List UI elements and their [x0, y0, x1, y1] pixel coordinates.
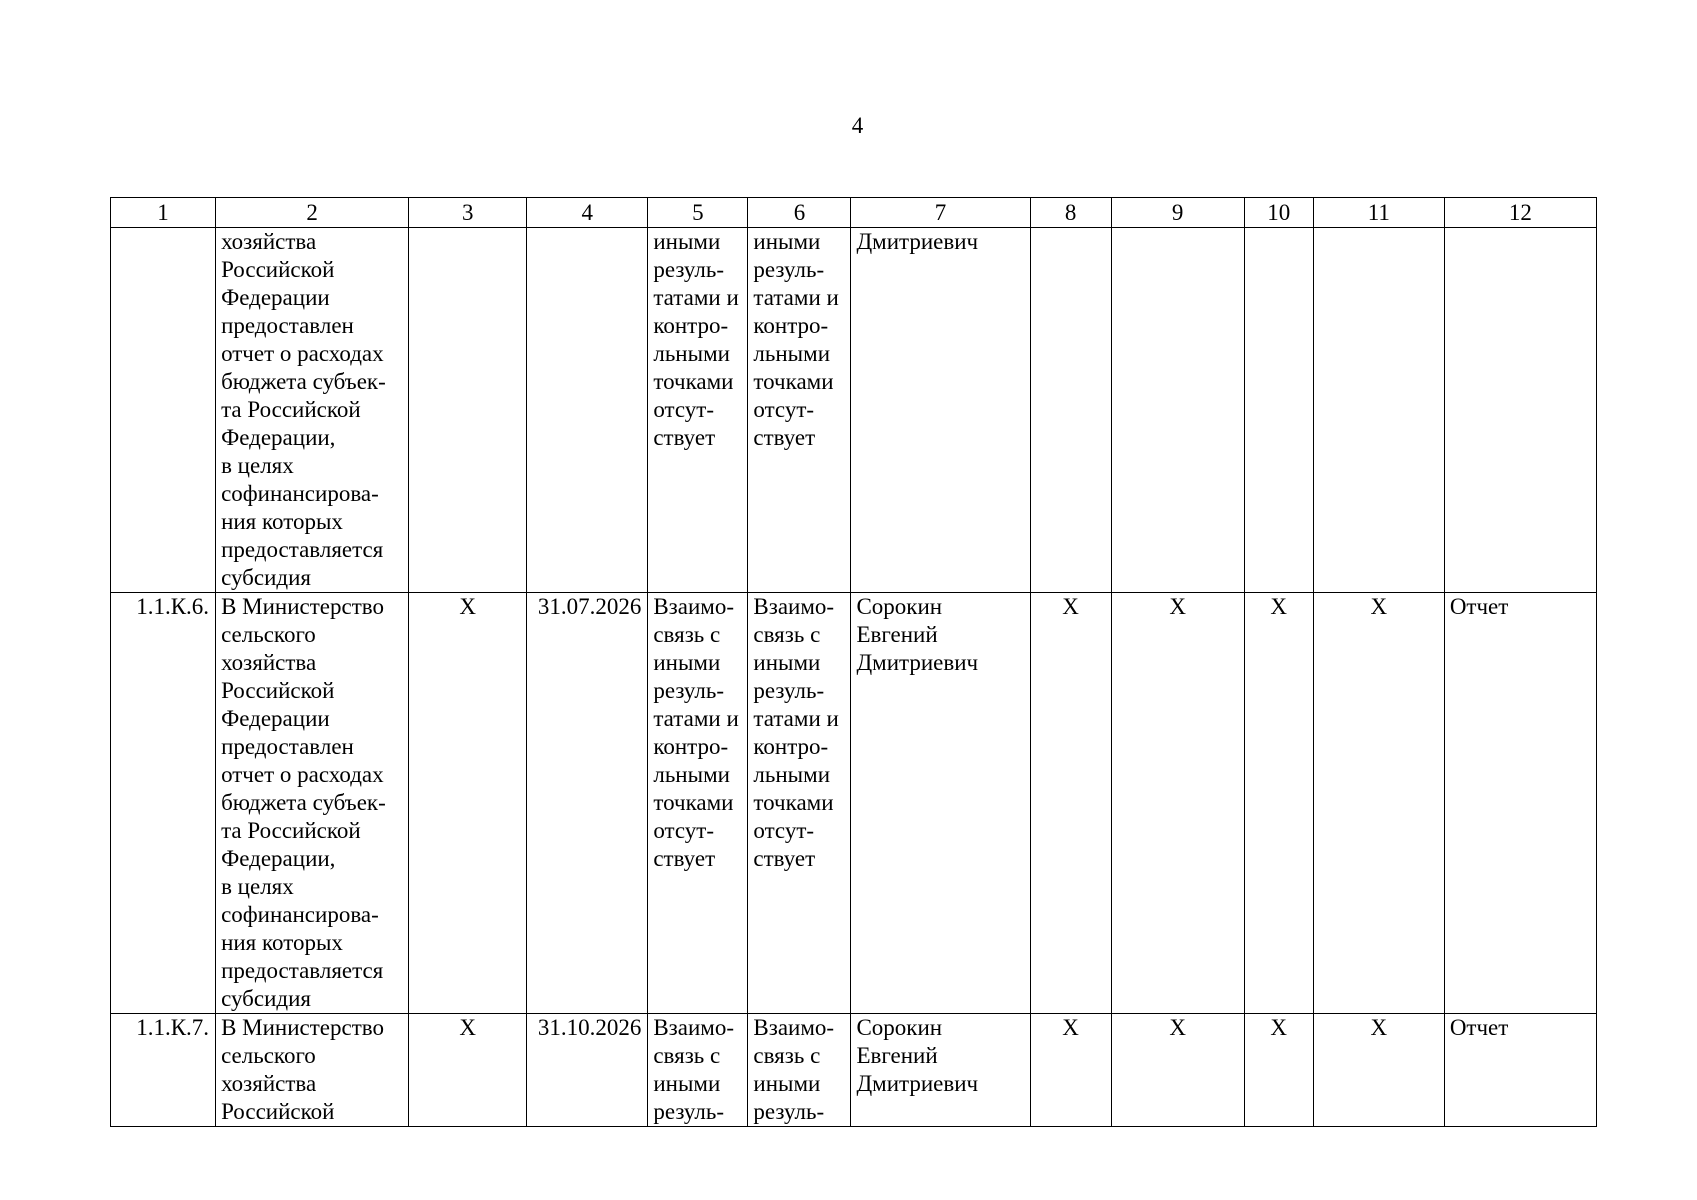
- responsible-cell: [851, 228, 1030, 593]
- cell-line: татами и: [753, 706, 839, 731]
- column-header: 9: [1111, 198, 1244, 228]
- cell-line: Взаимо-: [753, 594, 835, 619]
- cell-line: Федерации,: [221, 425, 336, 450]
- cell-line: В Министерство: [221, 594, 384, 619]
- cell-line: Сорокин: [856, 1015, 943, 1040]
- cell-line: контро-: [753, 734, 829, 759]
- cell-line: отсут-: [753, 397, 815, 422]
- col11-cell: X: [1313, 593, 1444, 1014]
- col3-cell: [409, 228, 527, 593]
- cell-line: Взаимо-: [653, 594, 735, 619]
- cell-line: иными: [753, 229, 821, 254]
- cell-line: отсут-: [653, 818, 714, 843]
- col10-cell: X: [1244, 1014, 1313, 1127]
- cell-line: та Российской: [221, 818, 361, 843]
- column-header: 12: [1444, 198, 1596, 228]
- cell-line: Дмитриевич: [856, 650, 979, 675]
- cell-line: Евгений: [856, 1043, 938, 1068]
- cell-line: иными: [653, 229, 721, 254]
- column-header: 6: [748, 198, 851, 228]
- cell-line: точками: [653, 790, 734, 815]
- cell-line: хозяйства: [221, 229, 317, 254]
- relation-cell: [648, 228, 748, 593]
- cell-line: софинансирова-: [221, 902, 379, 927]
- cell-line: татами и: [653, 285, 739, 310]
- date-cell: 31.07.2026: [527, 593, 648, 1014]
- cell-line: отсут-: [653, 397, 714, 422]
- column-header: 5: [648, 198, 748, 228]
- relation-cell: [648, 1014, 748, 1127]
- cell-line: татами и: [653, 706, 739, 731]
- cell-line: Федерации: [221, 285, 330, 310]
- cell-line: резуль-: [653, 1099, 725, 1124]
- cell-line: хозяйства: [221, 650, 317, 675]
- cell-line: субсидия: [221, 565, 311, 590]
- cell-line: иными: [653, 1071, 721, 1096]
- cell-line: в целях: [221, 453, 294, 478]
- column-header: 11: [1313, 198, 1444, 228]
- col8-cell: X: [1030, 1014, 1111, 1127]
- col3-cell: X: [409, 593, 527, 1014]
- cell-line: в целях: [221, 874, 294, 899]
- cell-line: Взаимо-: [753, 1015, 835, 1040]
- cell-line: льными: [753, 762, 830, 787]
- cell-line: субсидия: [221, 986, 311, 1011]
- cell-line: резуль-: [653, 257, 725, 282]
- col9-cell: X: [1111, 1014, 1244, 1127]
- description-cell: [216, 1014, 409, 1127]
- cell-line: ствует: [653, 846, 716, 871]
- row-id-cell: 1.1.К.7.: [111, 1014, 216, 1127]
- description-cell: [216, 593, 409, 1014]
- cell-line: резуль-: [753, 678, 825, 703]
- col10-cell: [1244, 228, 1313, 593]
- cell-line: связь с: [753, 1043, 821, 1068]
- cell-line: льными: [653, 762, 730, 787]
- relation-cell: [748, 1014, 851, 1127]
- cell-line: точками: [653, 369, 734, 394]
- column-header: 8: [1030, 198, 1111, 228]
- table-row: [111, 593, 1597, 1014]
- cell-line: Российской: [221, 678, 335, 703]
- cell-line: связь с: [653, 622, 721, 647]
- cell-line: отчет о расходах: [221, 341, 384, 366]
- cell-line: сельского: [221, 622, 316, 647]
- cell-line: Федерации: [221, 706, 330, 731]
- col9-cell: X: [1111, 593, 1244, 1014]
- document-type-cell: [1444, 228, 1596, 593]
- col8-cell: [1030, 228, 1111, 593]
- document-type-cell: Отчет: [1444, 593, 1596, 1014]
- cell-line: Дмитриевич: [856, 229, 979, 254]
- cell-line: резуль-: [653, 678, 725, 703]
- col10-cell: X: [1244, 593, 1313, 1014]
- cell-line: Дмитриевич: [856, 1071, 979, 1096]
- col3-cell: X: [409, 1014, 527, 1127]
- cell-line: предоставляется: [221, 958, 384, 983]
- cell-line: предоставлен: [221, 734, 354, 759]
- relation-cell: [748, 228, 851, 593]
- cell-line: иными: [653, 650, 721, 675]
- cell-line: Российской: [221, 257, 335, 282]
- cell-line: иными: [753, 650, 821, 675]
- cell-line: В Министерство: [221, 1015, 384, 1040]
- cell-line: отсут-: [753, 818, 815, 843]
- relation-cell: [748, 593, 851, 1014]
- cell-line: Взаимо-: [653, 1015, 735, 1040]
- responsible-cell: [851, 593, 1030, 1014]
- cell-line: бюджета субъек-: [221, 369, 386, 394]
- cell-line: льными: [653, 341, 730, 366]
- date-cell: 31.10.2026: [527, 1014, 648, 1127]
- cell-line: хозяйства: [221, 1071, 317, 1096]
- column-header: 2: [216, 198, 409, 228]
- column-header: 1: [111, 198, 216, 228]
- cell-line: связь с: [753, 622, 821, 647]
- page-number: 4: [851, 113, 864, 138]
- cell-line: отчет о расходах: [221, 762, 384, 787]
- cell-line: ния которых: [221, 930, 343, 955]
- cell-line: сельского: [221, 1043, 316, 1068]
- date-cell: [527, 228, 648, 593]
- col9-cell: [1111, 228, 1244, 593]
- row-id-cell: 1.1.К.6.: [111, 593, 216, 1014]
- row-id-cell: [111, 228, 216, 593]
- cell-line: контро-: [753, 313, 829, 338]
- cell-line: Российской: [221, 1099, 335, 1124]
- cell-line: связь с: [653, 1043, 721, 1068]
- cell-line: ствует: [653, 425, 716, 450]
- cell-line: Сорокин: [856, 594, 943, 619]
- cell-line: точками: [753, 790, 834, 815]
- col8-cell: X: [1030, 593, 1111, 1014]
- responsible-cell: [851, 1014, 1030, 1127]
- cell-line: Евгений: [856, 622, 938, 647]
- cell-line: точками: [753, 369, 834, 394]
- cell-line: резуль-: [753, 1099, 825, 1124]
- cell-line: та Российской: [221, 397, 361, 422]
- relation-cell: [648, 593, 748, 1014]
- cell-line: предоставлен: [221, 313, 354, 338]
- column-number-row: [111, 198, 1597, 228]
- cell-line: ствует: [753, 846, 816, 871]
- cell-line: ния которых: [221, 509, 343, 534]
- col11-cell: [1313, 228, 1444, 593]
- cell-line: контро-: [653, 313, 729, 338]
- cell-line: резуль-: [753, 257, 825, 282]
- table-row: [111, 228, 1597, 593]
- cell-line: Федерации,: [221, 846, 336, 871]
- cell-line: предоставляется: [221, 537, 384, 562]
- column-header: 10: [1244, 198, 1313, 228]
- col11-cell: X: [1313, 1014, 1444, 1127]
- cell-line: контро-: [653, 734, 729, 759]
- column-header: 3: [409, 198, 527, 228]
- description-cell: [216, 228, 409, 593]
- cell-line: льными: [753, 341, 830, 366]
- table-row: [111, 1014, 1597, 1127]
- cell-line: ствует: [753, 425, 816, 450]
- cell-line: иными: [753, 1071, 821, 1096]
- cell-line: бюджета субъек-: [221, 790, 386, 815]
- cell-line: татами и: [753, 285, 839, 310]
- document-type-cell: Отчет: [1444, 1014, 1596, 1127]
- plan-table: [110, 197, 1597, 1127]
- column-header: 4: [527, 198, 648, 228]
- cell-line: софинансирова-: [221, 481, 379, 506]
- column-header: 7: [851, 198, 1030, 228]
